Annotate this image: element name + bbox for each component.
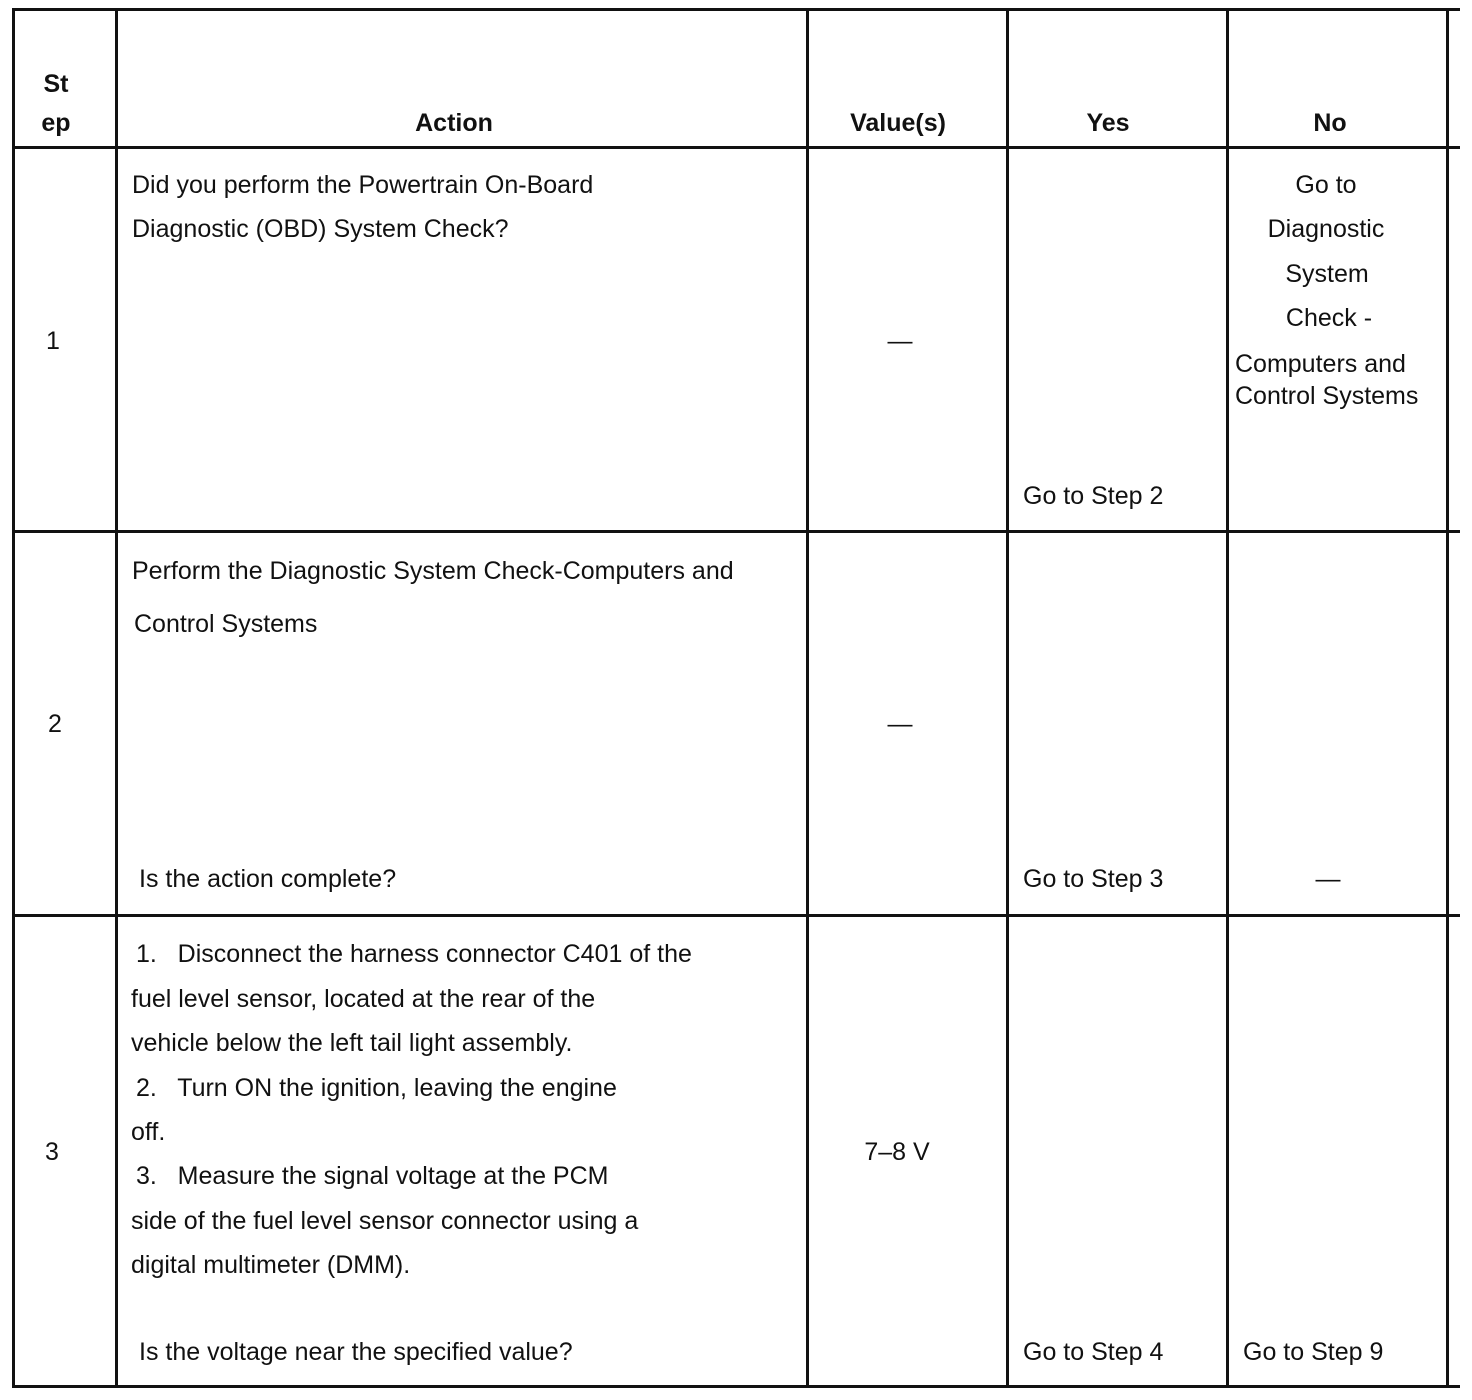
row-divider-1 bbox=[15, 530, 1460, 533]
row1-action-line: Diagnostic (OBD) System Check? bbox=[132, 215, 509, 243]
row3-action-line: vehicle below the left tail light assembly. bbox=[131, 1029, 573, 1057]
row3-value: 7–8 V bbox=[864, 1138, 930, 1166]
row3-no: Go to Step 9 bbox=[1243, 1338, 1384, 1366]
row2-action-line: Control Systems bbox=[134, 610, 318, 638]
row1-yes: Go to Step 2 bbox=[1023, 482, 1164, 510]
row3-action-line: off. bbox=[131, 1118, 166, 1146]
row1-no-line: Go to bbox=[1295, 171, 1357, 199]
row2-step: 2 bbox=[48, 710, 62, 738]
row-divider-2 bbox=[15, 914, 1460, 917]
header-yes: Yes bbox=[1086, 109, 1130, 137]
header-values: Value(s) bbox=[850, 109, 946, 137]
row1-step: 1 bbox=[46, 327, 60, 355]
row2-action-line: Perform the Diagnostic System Check-Computers and bbox=[132, 557, 734, 585]
column-divider-no bbox=[1446, 11, 1449, 1385]
header-step-line1: St bbox=[43, 70, 69, 98]
row3-action-line: 1. Disconnect the harness connector C401 of the bbox=[136, 940, 692, 968]
column-divider-yes bbox=[1226, 11, 1229, 1385]
row1-no-line: Control Systems bbox=[1235, 382, 1419, 410]
row3-action-line: fuel level sensor, located at the rear of the bbox=[131, 985, 596, 1013]
row2-question: Is the action complete? bbox=[139, 865, 397, 893]
row3-step: 3 bbox=[45, 1138, 59, 1166]
row1-value: — bbox=[887, 327, 913, 355]
row1-no-line: Diagnostic bbox=[1267, 215, 1385, 243]
row1-no-line: System bbox=[1285, 260, 1369, 288]
column-divider-action bbox=[806, 11, 809, 1385]
row2-no: — bbox=[1315, 865, 1341, 893]
row1-no-line: Check - bbox=[1285, 304, 1373, 332]
header-action: Action bbox=[415, 109, 493, 137]
row3-action-line: 3. Measure the signal voltage at the PCM bbox=[136, 1162, 609, 1190]
row1-action-line: Did you perform the Powertrain On-Board bbox=[132, 171, 594, 199]
row1-no-line: Computers and bbox=[1235, 350, 1406, 378]
row-divider-header bbox=[15, 146, 1460, 149]
row3-action-line: digital multimeter (DMM). bbox=[131, 1251, 411, 1279]
row3-action-line: 2. Turn ON the ignition, leaving the engine bbox=[136, 1074, 617, 1102]
row3-action-line: side of the fuel level sensor connector using a bbox=[131, 1207, 639, 1235]
header-step-line2: ep bbox=[41, 109, 71, 137]
column-divider-step bbox=[115, 11, 118, 1385]
row2-yes: Go to Step 3 bbox=[1023, 865, 1164, 893]
column-divider-values bbox=[1006, 11, 1009, 1385]
header-no: No bbox=[1313, 109, 1347, 137]
row2-value: — bbox=[887, 710, 913, 738]
row3-yes: Go to Step 4 bbox=[1023, 1338, 1164, 1366]
row3-question: Is the voltage near the specified value? bbox=[139, 1338, 573, 1366]
